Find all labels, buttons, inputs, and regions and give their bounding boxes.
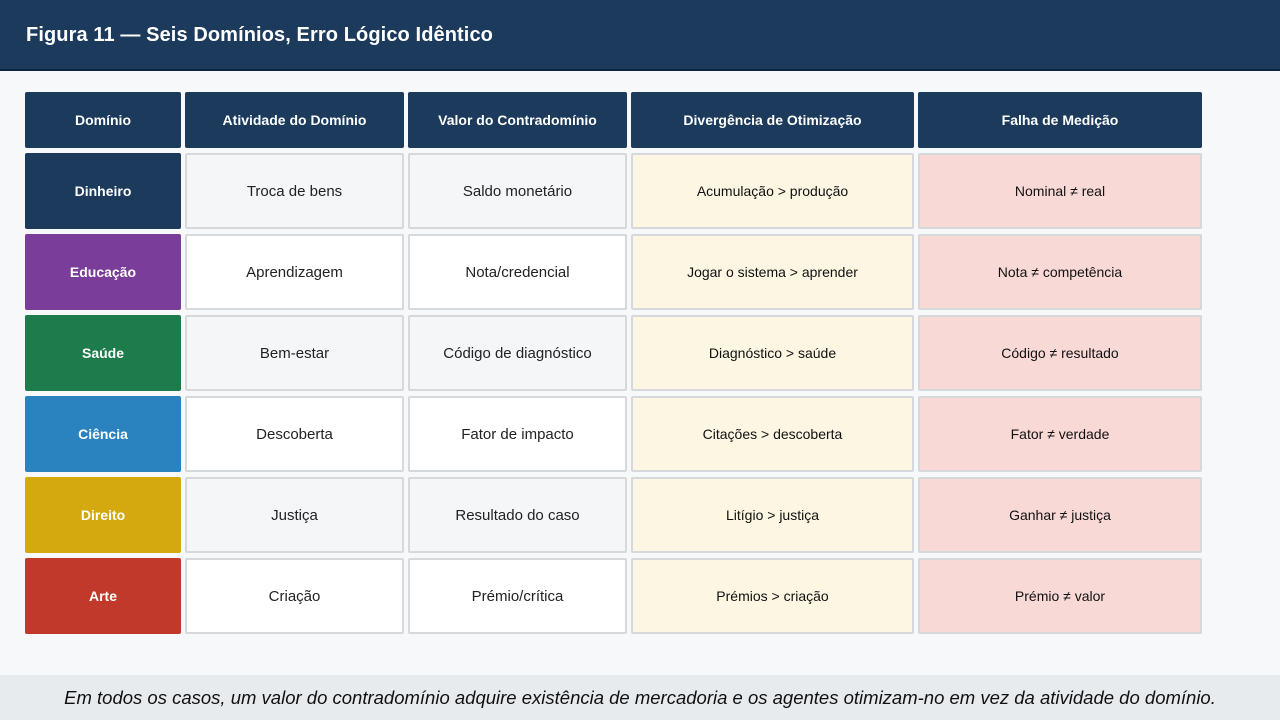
domain-label: Arte bbox=[25, 558, 181, 634]
failure-cell: Fator ≠ verdade bbox=[918, 396, 1202, 472]
failure-cell: Ganhar ≠ justiça bbox=[918, 477, 1202, 553]
activity-cell: Justiça bbox=[185, 477, 404, 553]
header-activity: Atividade do Domínio bbox=[185, 92, 404, 148]
activity-cell: Troca de bens bbox=[185, 153, 404, 229]
page-title: Figura 11 — Seis Domínios, Erro Lógico Idêntico bbox=[26, 24, 494, 46]
header-failure: Falha de Medição bbox=[918, 92, 1202, 148]
failure-cell: Código ≠ resultado bbox=[918, 315, 1202, 391]
header-divergence: Divergência de Otimização bbox=[631, 92, 914, 148]
divergence-cell: Prémios > criação bbox=[631, 558, 914, 634]
divergence-cell: Acumulação > produção bbox=[631, 153, 914, 229]
domain-label: Dinheiro bbox=[25, 153, 181, 229]
value-cell: Resultado do caso bbox=[408, 477, 627, 553]
value-cell: Saldo monetário bbox=[408, 153, 627, 229]
domain-label: Educação bbox=[25, 234, 181, 310]
failure-cell: Nota ≠ competência bbox=[918, 234, 1202, 310]
failure-cell: Nominal ≠ real bbox=[918, 153, 1202, 229]
footer-caption-bar bbox=[0, 675, 1280, 720]
divergence-cell: Citações > descoberta bbox=[631, 396, 914, 472]
domain-label: Direito bbox=[25, 477, 181, 553]
value-cell: Fator de impacto bbox=[408, 396, 627, 472]
value-cell: Código de diagnóstico bbox=[408, 315, 627, 391]
activity-cell: Bem-estar bbox=[185, 315, 404, 391]
header-domain: Domínio bbox=[25, 92, 181, 148]
divergence-cell: Jogar o sistema > aprender bbox=[631, 234, 914, 310]
value-cell: Prémio/crítica bbox=[408, 558, 627, 634]
divergence-cell: Litígio > justiça bbox=[631, 477, 914, 553]
domain-table bbox=[25, 92, 1202, 634]
footer-note: Em todos os casos, um valor do contradomínio adquire existência de mercadoria e os agentes otimizam-no em vez da atividade do domínio. bbox=[64, 687, 1216, 708]
activity-cell: Descoberta bbox=[185, 396, 404, 472]
divergence-cell: Diagnóstico > saúde bbox=[631, 315, 914, 391]
domain-label: Ciência bbox=[25, 396, 181, 472]
activity-cell: Aprendizagem bbox=[185, 234, 404, 310]
activity-cell: Criação bbox=[185, 558, 404, 634]
failure-cell: Prémio ≠ valor bbox=[918, 558, 1202, 634]
header-value: Valor do Contradomínio bbox=[408, 92, 627, 148]
value-cell: Nota/credencial bbox=[408, 234, 627, 310]
domain-label: Saúde bbox=[25, 315, 181, 391]
title-bar bbox=[0, 0, 1280, 71]
